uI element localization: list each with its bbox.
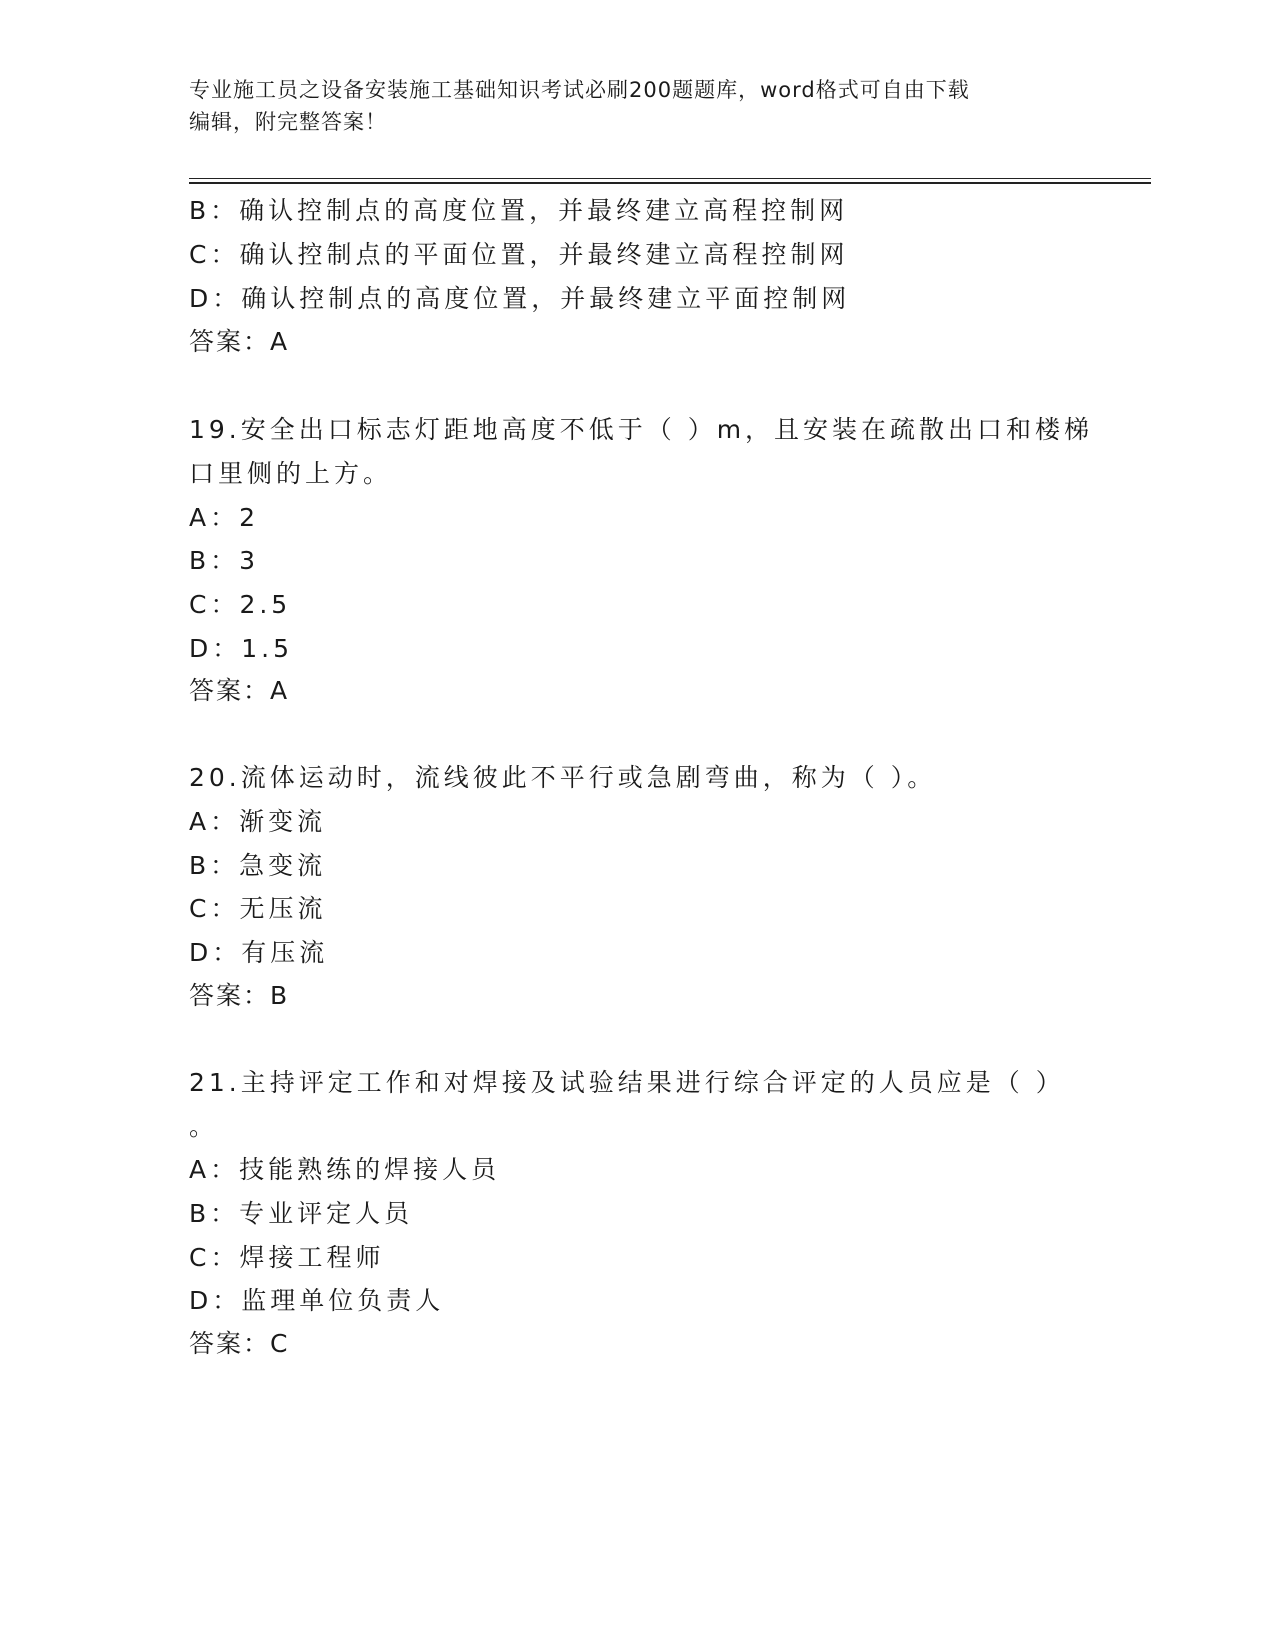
header-line-1: 专业施工员之设备安装施工基础知识考试必刷200题题库，word格式可自由下载	[189, 78, 970, 102]
q18-answer: 答案：A	[189, 327, 290, 356]
q21-answer: 答案：C	[189, 1329, 290, 1358]
q20-question: 20.流体运动时，流线彼此不平行或急剧弯曲，称为（ ）。	[189, 763, 937, 792]
q20-answer: 答案：B	[189, 981, 290, 1010]
q21-option-b: B：专业评定人员	[189, 1199, 414, 1228]
q18-option-c: C：确认控制点的平面位置，并最终建立高程控制网	[189, 240, 849, 269]
q19-answer: 答案：A	[189, 676, 290, 705]
header-line-2: 编辑，附完整答案！	[189, 110, 387, 134]
q20-option-d: D：有压流	[189, 938, 329, 967]
q20-option-b: B：急变流	[189, 851, 327, 880]
q21-question-line-1: 21.主持评定工作和对焊接及试验结果进行综合评定的人员应是（ ）	[189, 1068, 1065, 1097]
q19-question-line-2: 口里侧的上方。	[189, 459, 393, 488]
q19-option-b: B：3	[189, 546, 260, 575]
document-header	[189, 74, 1069, 138]
q21-option-a: A：技能熟练的焊接人员	[189, 1155, 501, 1184]
q20-option-a: A：渐变流	[189, 807, 327, 836]
q21-option-d: D：监理单位负责人	[189, 1286, 445, 1315]
q19-option-a: A：2	[189, 503, 260, 532]
q21-question-line-2: 。	[189, 1112, 219, 1141]
q21-option-c: C：焊接工程师	[189, 1243, 385, 1272]
q18-option-b: B：确认控制点的高度位置，并最终建立高程控制网	[189, 196, 849, 225]
q19-question-line-1: 19.安全出口标志灯距地高度不低于（ ）m，且安装在疏散出口和楼梯	[189, 415, 1094, 444]
q18-option-d: D：确认控制点的高度位置，并最终建立平面控制网	[189, 284, 851, 313]
q20-option-c: C：无压流	[189, 894, 327, 923]
q19-option-d: D：1.5	[189, 634, 294, 663]
q19-option-c: C：2.5	[189, 590, 292, 619]
header-divider-thin	[189, 178, 1151, 179]
header-divider-thick	[189, 182, 1151, 184]
